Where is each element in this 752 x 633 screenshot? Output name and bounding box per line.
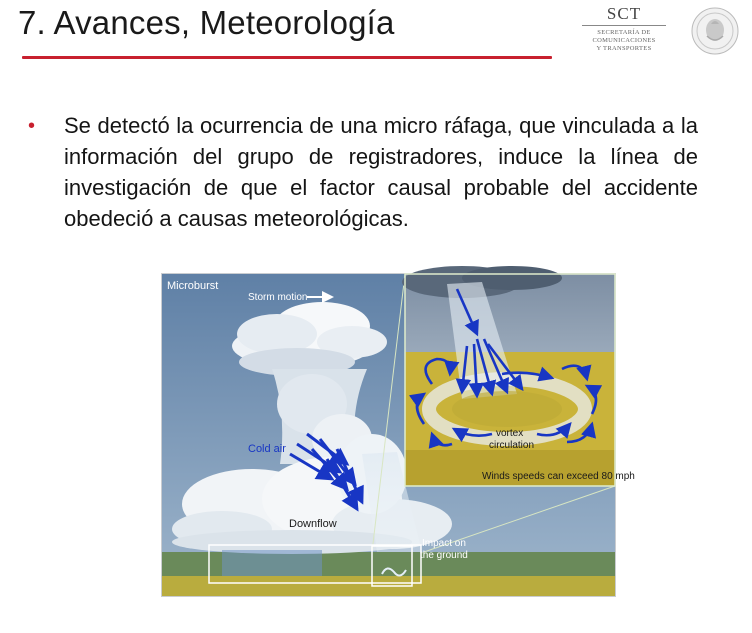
label-cold-air: Cold air: [248, 443, 286, 455]
label-vortex-line2: circulation: [489, 440, 535, 451]
sct-logo-line2: COMUNICACIONES: [592, 37, 656, 44]
label-microburst: Microburst: [167, 280, 219, 292]
runway-area: [222, 550, 322, 576]
sct-logo-divider: [582, 25, 666, 26]
label-impact-line1: Impact on: [422, 538, 466, 549]
title-underline: [22, 56, 552, 59]
sct-logo-main: SCT: [606, 4, 642, 23]
sct-logo-line3: Y TRANSPORTES: [596, 45, 652, 52]
microburst-figure: [161, 273, 635, 597]
sct-logo: [578, 4, 670, 54]
bullet-marker: •: [28, 115, 36, 137]
inset-panel: [402, 266, 615, 486]
label-storm-motion: Storm motion: [248, 292, 308, 303]
microburst-diagram: [162, 274, 635, 596]
label-wind-speed: Winds speeds can exceed 80 mph: [482, 471, 635, 482]
label-impact-line2: the ground: [420, 550, 468, 561]
sct-logo-line1: SECRETARÍA DE: [597, 29, 651, 36]
slide-title: 7. Avances, Meteorología: [18, 4, 395, 41]
label-downflow: Downflow: [289, 518, 337, 530]
label-vortex-line1: vortex: [496, 428, 524, 439]
mexico-seal-icon: [690, 6, 740, 56]
bullet-item: [28, 110, 698, 234]
bullet-text: Se detectó la ocurrencia de una micro ráfaga, que vinculada a la información del grupo de registradores, induce la línea de investigación de que el factor causal probable del accidente obedeció a causas meteorológicas.: [64, 113, 698, 231]
